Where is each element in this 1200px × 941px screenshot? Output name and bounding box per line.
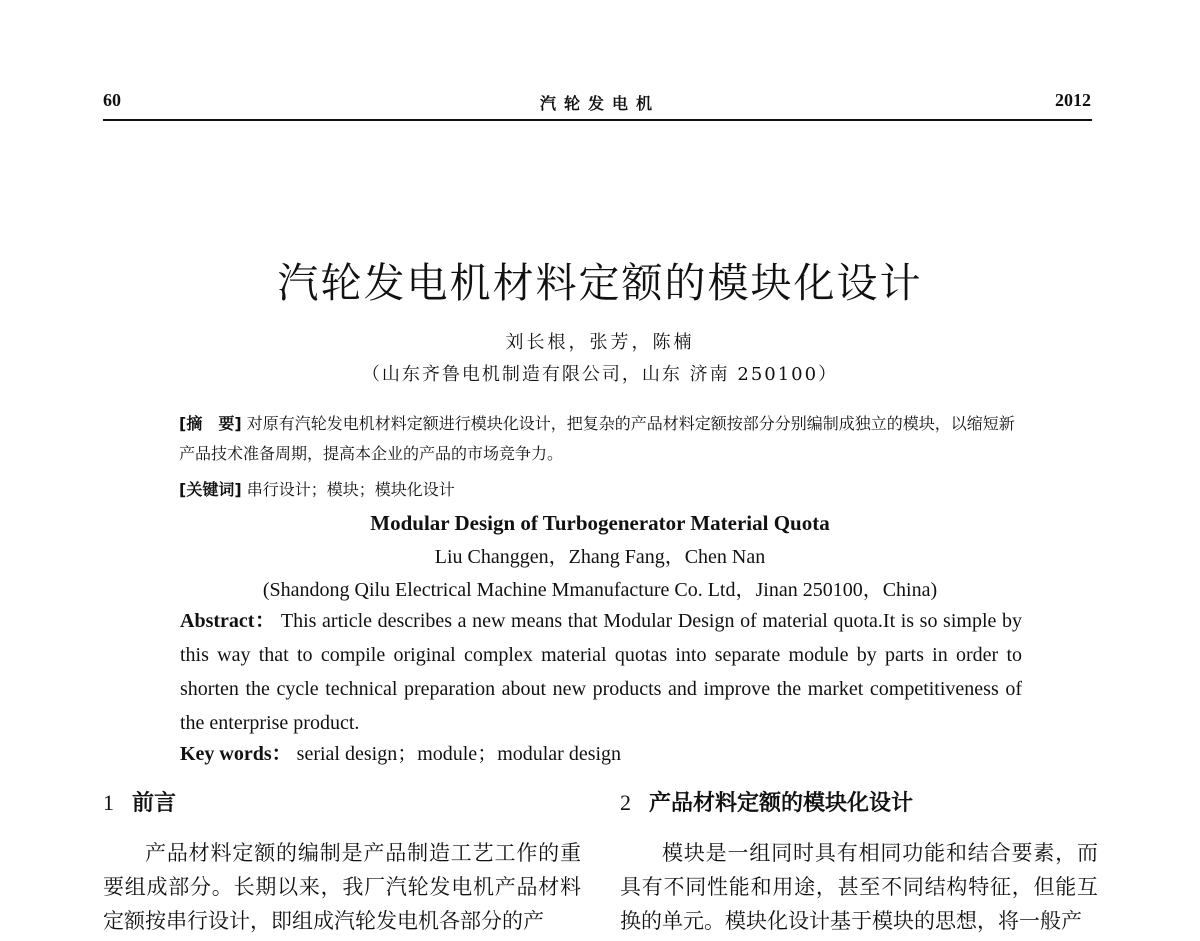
- section-2-paragraph: 模块是一组同时具有相同功能和结合要素，而具有不同性能和用途，甚至不同结构特征，但能互换的单元。模块化设计基于模块的思想，将一般产: [620, 841, 1098, 933]
- keywords-zh: [179, 475, 1029, 505]
- section-1-paragraph: 产品材料定额的编制是产品制造工艺工作的重要组成部分。长期以来，我厂汽轮发电机产品材料定额按串行设计，即组成汽轮发电机各部分的产: [103, 841, 581, 933]
- section-title: 产品材料定额的模块化设计: [649, 791, 914, 816]
- english-authors: Liu Changgen，Zhang Fang，Chen Nan: [434, 546, 766, 568]
- paper-title: 汽轮发电机材料定额的模块化设计: [277, 259, 923, 307]
- section-number: 1: [103, 790, 114, 815]
- column-right: [620, 836, 1098, 938]
- publication-year: 2012: [1055, 90, 1091, 110]
- english-keywords-text: serial design；module；modular design: [296, 743, 622, 765]
- abstract-zh-label: [摘 要]: [179, 414, 242, 433]
- affiliation: （山东齐鲁电机制造有限公司，山东 济南 250100）: [361, 364, 839, 385]
- section-heading-1: [103, 786, 176, 817]
- english-abstract: [180, 604, 1022, 740]
- english-keywords-label: Key words：: [180, 743, 292, 765]
- authors: 刘长根，张芳，陈楠: [505, 332, 695, 353]
- keywords-zh-label: [关键词]: [179, 480, 242, 499]
- english-abstract-text: This article describes a new means that Modular Design of material quota.It is so simple by this way that to compile original complex material quotas into separate module by parts in order to shorten the cycle technical preparation about new products and improve the market competitiveness of the enterprise product.: [180, 610, 1022, 734]
- english-abstract-label: Abstract：: [180, 610, 276, 632]
- english-affiliation: (Shandong Qilu Electrical Machine Mmanufacture Co. Ltd，Jinan 250100，China): [262, 579, 938, 601]
- header-rule: [103, 119, 1092, 121]
- section-title: 前言: [132, 791, 177, 816]
- keywords-zh-text: 串行设计；模块；模块化设计: [246, 480, 455, 499]
- page-number: 60: [103, 90, 121, 110]
- english-keywords: [180, 737, 621, 766]
- abstract-zh-text: 对原有汽轮发电机材料定额进行模块化设计，把复杂的产品材料定额按部分分别编制成独立的模块，以缩短新产品技术准备周期，提高本企业的产品的市场竞争力。: [179, 414, 1015, 463]
- journal-name: 汽轮发电机: [539, 96, 660, 113]
- abstract-zh: [179, 409, 1029, 469]
- section-number: 2: [620, 790, 631, 815]
- english-title: Modular Design of Turbogenerator Material Quota: [370, 511, 830, 535]
- section-heading-2: [620, 786, 913, 817]
- column-left: [103, 836, 581, 938]
